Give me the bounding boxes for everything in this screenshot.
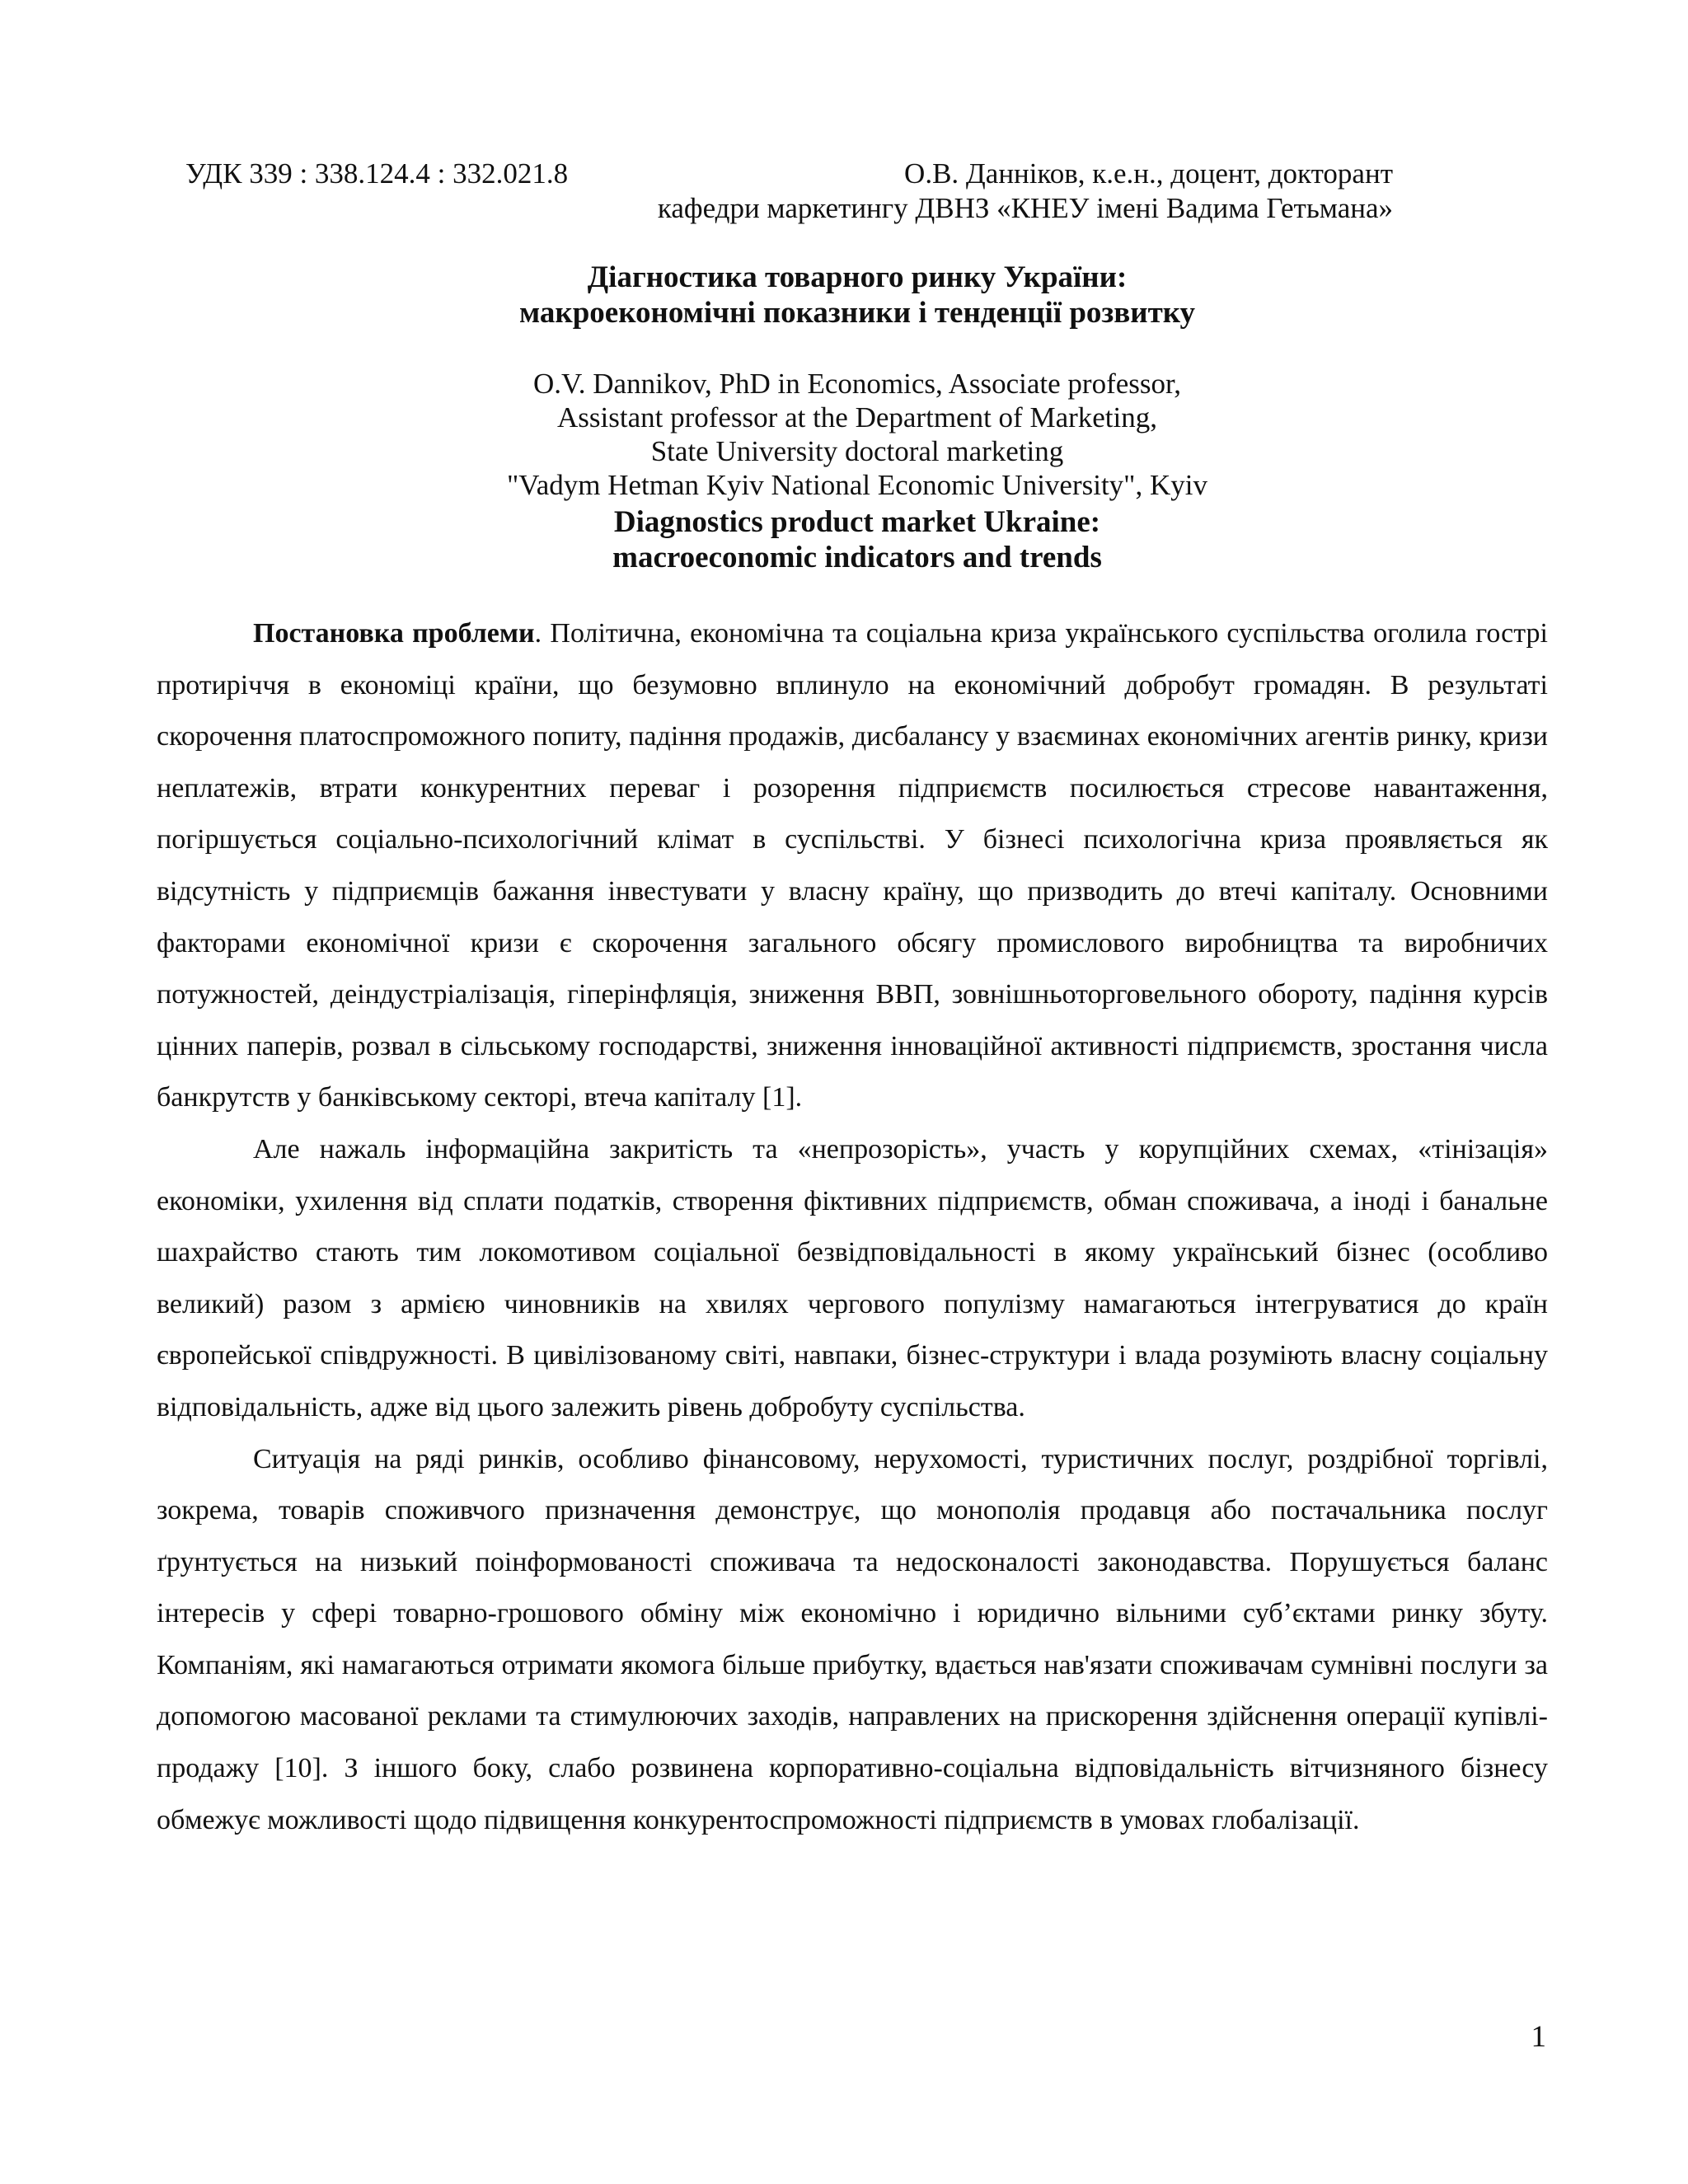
paper-title-en <box>157 504 1558 575</box>
paragraph-1-text: . Політична, економічна та соціальна криза українського суспільства оголила гострі протиріччя в економіці країни, що безумовно вплинуло на економічний добробут громадян. В результаті скорочення платоспроможного попиту, падіння продажів, дисбалансу у взаєминах економічних агентів ринку, кризи неплатежів, втрати конкурентних переваг і розорення підприємств посилюється стресове навантаження, погіршується соціально-психологічний клімат в суспільстві. У бізнесі психологічна криза проявляється як відсутність у підприємців бажання інвестувати у власну країну, що призводить до втечі капіталу. Основними факторами економічної кризи є скорочення загального обсягу промислового виробництва та виробничих потужностей, деіндустріалізація, гіперінфляція, зниження ВВП, зовнішньоторговельного обороту, падіння курсів цінних паперів, розвал в сільському господарстві, зниження інноваційної активності підприємств, зростання числа банкрутств у банківському секторі, втеча капіталу [1]. <box>157 618 1548 1113</box>
body-text <box>157 608 1548 1846</box>
affiliation-line-4: "Vadym Hetman Kyiv National Economic University", Kyiv <box>507 469 1207 501</box>
paragraph-problem-statement <box>157 608 1548 1124</box>
affiliation-line-3: State University doctoral marketing <box>650 435 1064 467</box>
author-info-ua <box>569 157 1393 226</box>
author-line-1: О.В. Данніков, к.е.н., доцент, докторант <box>904 157 1393 190</box>
page-number: 1 <box>1531 2020 1546 2054</box>
affiliation-line-1: O.V. Dannikov, PhD in Economics, Associate professor, <box>532 368 1181 400</box>
paragraph-2: Але нажаль інформаційна закритість та «непрозорість», участь у корупційних схемах, «тінізація» економіки, ухилення від сплати податків, створення фіктивних підприємств, обман споживача, а іноді і банальне шахрайство стають тим локомотивом соціальної безвідповідальності в якому український бізнес (особливо великий) разом з армією чиновників на хвилях чергового популізму намагаються інтегруватися до країн європейської співдружності. В цивілізованому світі, навпаки, бізнес-структури і влада розуміють власну соціальну відповідальність, адже від цього залежить рівень добробуту суспільства. <box>157 1133 1548 1422</box>
author-line-2: кафедри маркетингу ДВНЗ «КНЕУ імені Вадима Гетьмана» <box>657 192 1393 224</box>
affiliation-line-2: Assistant professor at the Department of Marketing, <box>556 401 1157 434</box>
udk-code: УДК 339 : 338.124.4 : 332.021.8 <box>185 157 569 190</box>
paper-title-ua <box>157 260 1558 330</box>
title-ua-line-1: Діагностика товарного ринку України: <box>587 260 1128 294</box>
title-ua-line-2: макроекономічні показники і тенденції розвитку <box>518 296 1196 330</box>
paragraph-lead-heading: Постановка проблеми <box>253 618 535 649</box>
author-affiliation-en <box>157 367 1558 502</box>
title-en-line-2: macroeconomic indicators and trends <box>612 541 1102 574</box>
title-en-line-1: Diagnostics product market Ukraine: <box>613 505 1101 539</box>
paragraph-3: Ситуація на ряді ринків, особливо фінансовому, нерухомості, туристичних послуг, роздрібної торгівлі, зокрема, товарів споживчого призначення демонструє, що монополія продавця або постачальника послуг ґрунтується на низький поінформованості споживача та недосконалості законодавства. Порушується баланс інтересів у сфері товарно-грошового обміну між економічно і юридично вільними суб’єктами ринку збуту. Компаніям, які намагаються отримати якомога більше прибутку, вдається нав'язати споживачам сумнівні послуги за допомогою масованої реклами та стимулюючих заходів, направлених на прискорення здійснення операції купівлі-продажу [10]. З іншого боку, слабо розвинена корпоративно-соціальна відповідальність вітчизняного бізнесу обмежує можливості щодо підвищення конкурентоспроможності підприємств в умовах глобалізації. <box>157 1443 1548 1835</box>
